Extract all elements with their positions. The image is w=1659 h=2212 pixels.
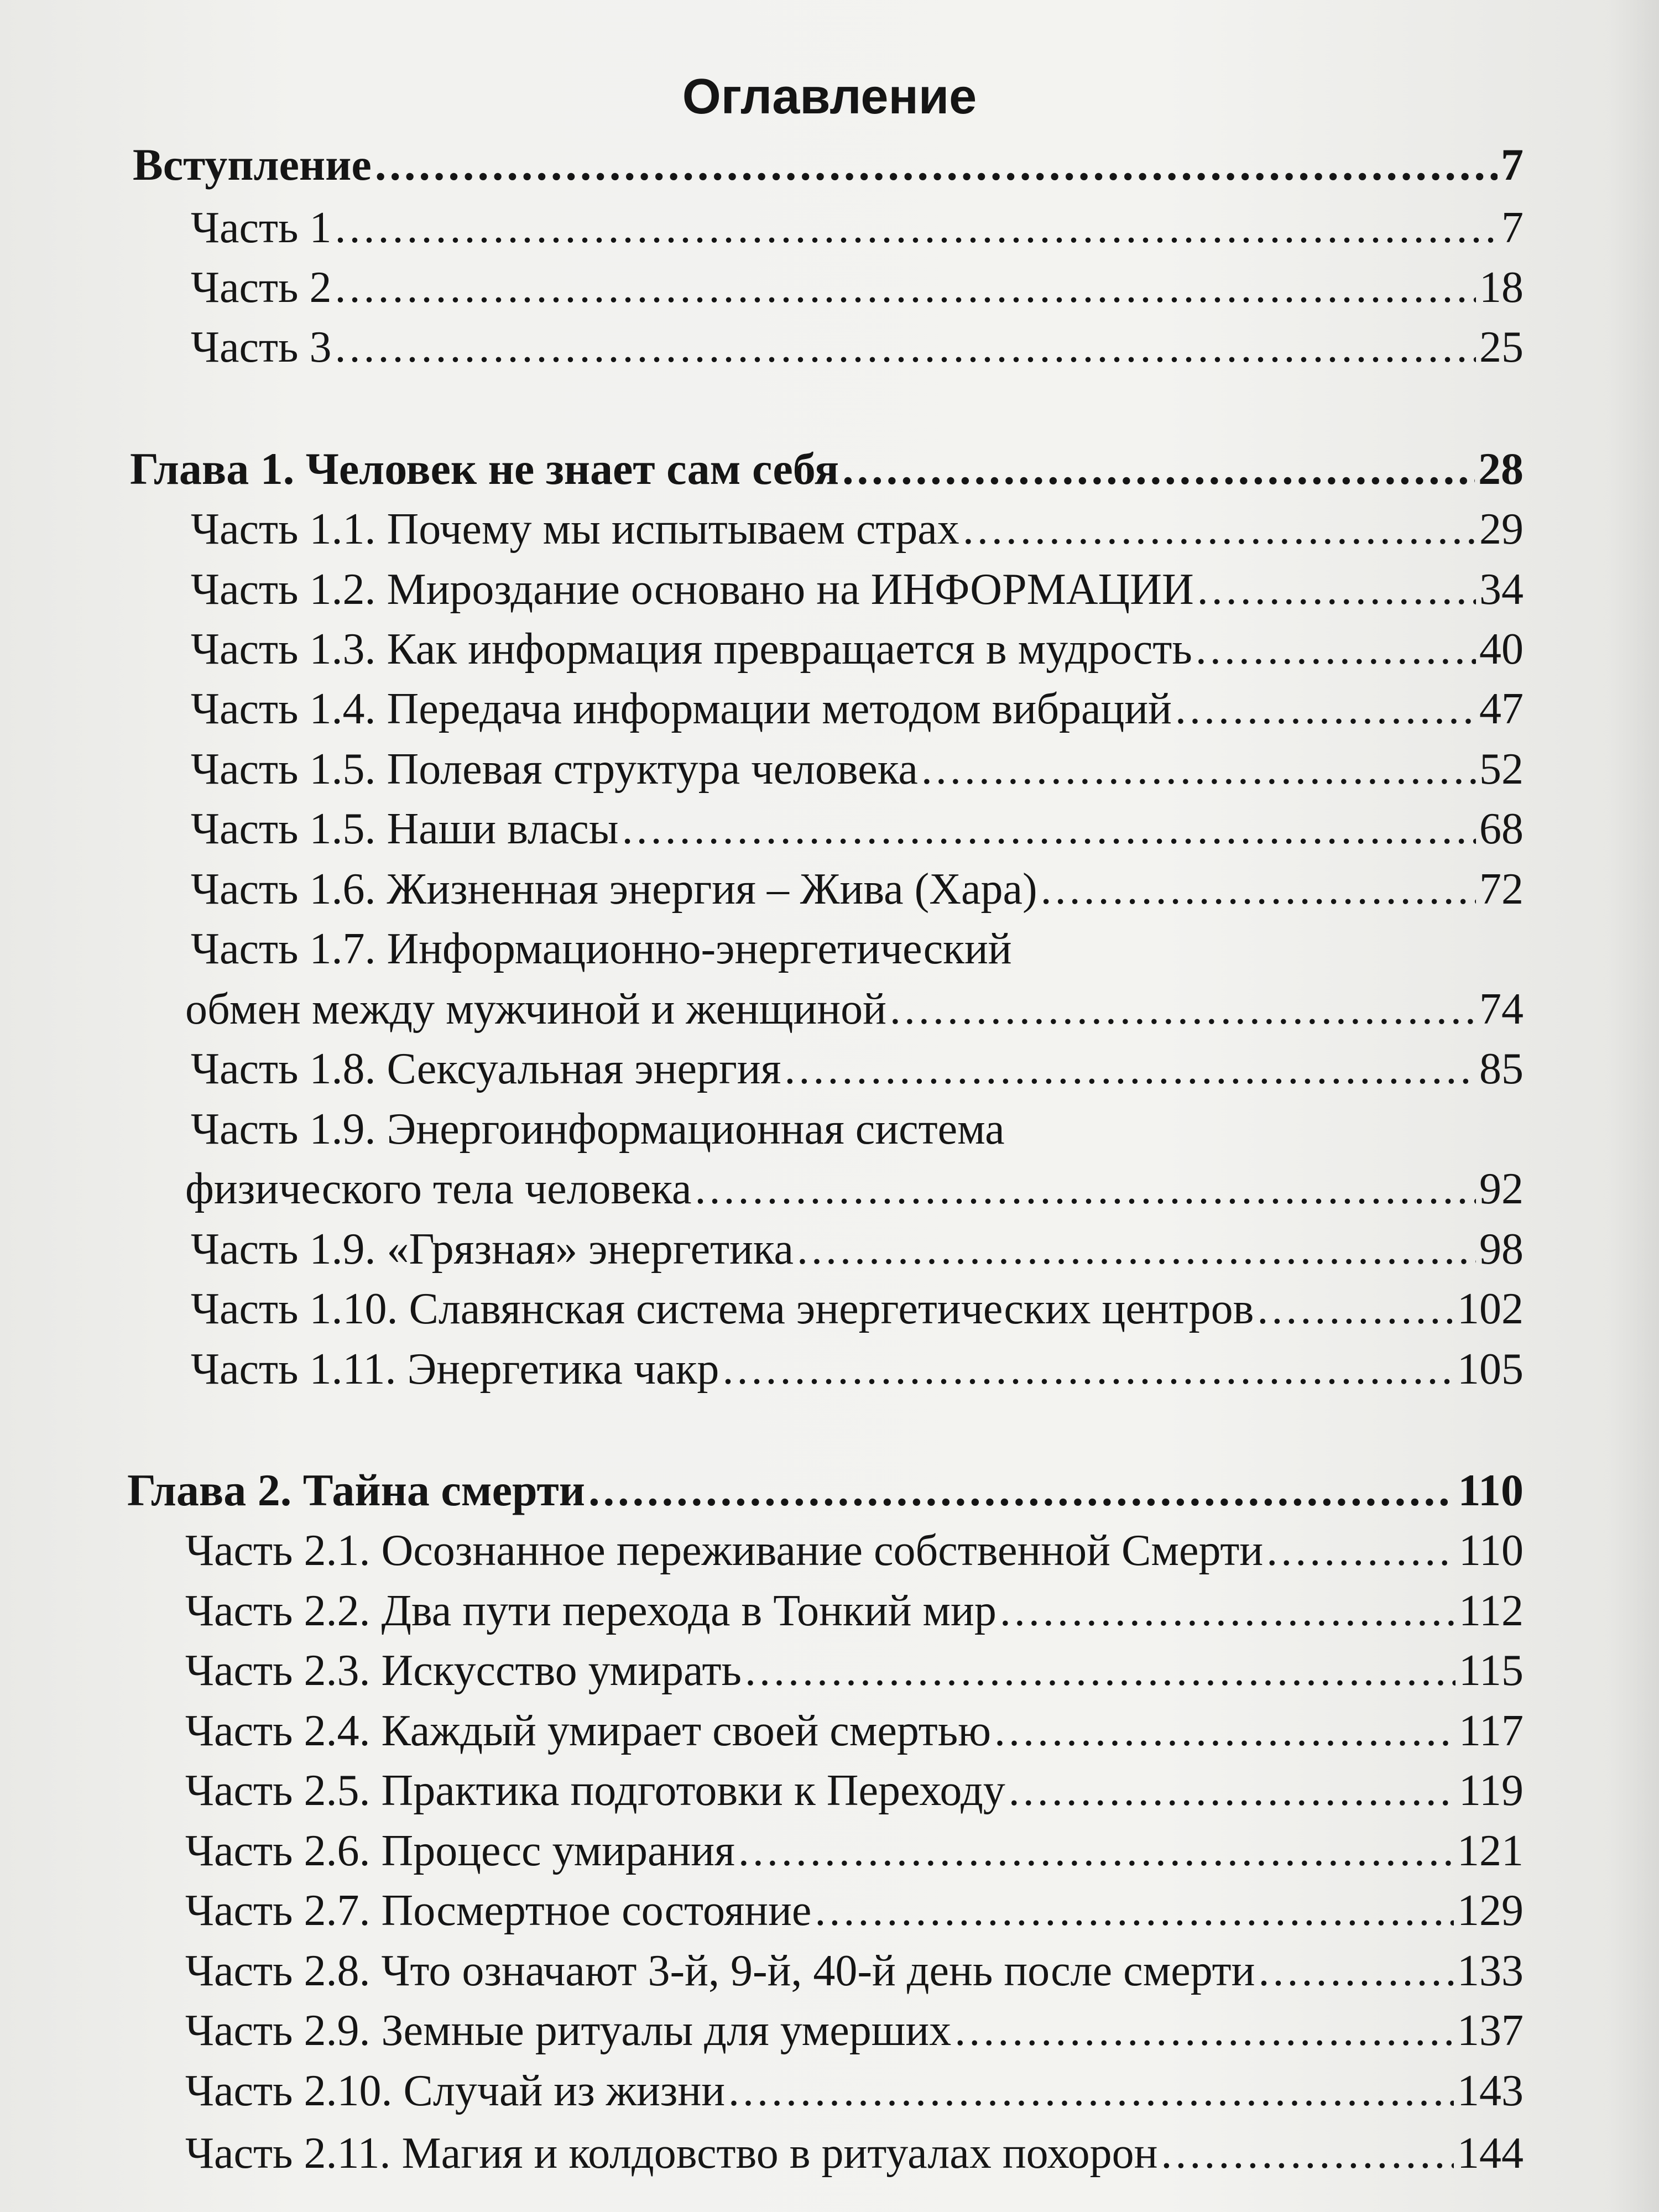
toc-entry-page: 129 [1457,1886,1524,1935]
leader-dots [1266,1526,1455,1576]
toc-entry [191,252,1524,313]
leader-dots [622,804,1476,854]
toc-entry-label: Часть 1.5. Наши власы [191,805,619,853]
toc-entry [191,554,1524,615]
toc-entry-label: Часть 1.7. Информационно-энергетический [191,925,1012,973]
toc-entry-page: 98 [1479,1225,1524,1274]
toc-entry-page: 110 [1458,1526,1524,1575]
toc-entry-page: 105 [1457,1345,1524,1394]
leader-dots [890,984,1476,1035]
toc-entry-page: 74 [1479,985,1524,1034]
toc-entry-page: 143 [1457,2067,1524,2115]
toc-entry-line1 [191,914,1012,974]
toc-entry-page: 52 [1479,745,1524,794]
toc-entry [191,794,1524,854]
toc-entry [191,734,1524,795]
leader-dots [784,1044,1476,1094]
toc-entry [191,1034,1524,1094]
leader-dots [963,504,1476,555]
leader-dots [842,443,1475,495]
toc-entry [191,312,1524,373]
leader-dots [335,203,1498,253]
leader-dots [588,1464,1454,1516]
toc-entry-page: 28 [1478,444,1524,494]
toc-entry-label: Часть 1.6. Жизненная энергия – Жива (Хара) [191,865,1037,914]
leader-dots [375,139,1498,191]
toc-entry-page: 68 [1479,805,1524,853]
toc-entry-page: 121 [1457,1827,1524,1875]
toc-entry-page: 18 [1479,263,1524,312]
toc-entry [191,854,1524,915]
toc-entry-label: Часть 1.5. Полевая структура человека [191,745,918,794]
toc-entry-page: 112 [1458,1587,1524,1635]
toc-entry-label-continued: физического тела человека [185,1165,692,1213]
toc-entry [185,1154,1524,1214]
toc-entry [191,1274,1524,1334]
toc-entry-label: Часть 1.3. Как информация превращается в мудрость [191,625,1192,674]
leader-dots [728,2066,1454,2116]
toc-entry-page: 7 [1501,204,1524,252]
toc-entry-intro [133,130,1524,191]
leader-dots [1196,624,1476,675]
toc-entry-label: Вступление [133,139,372,190]
toc-entry-label: Часть 2.10. Случай из жизни [185,2067,726,2115]
leader-dots [1175,684,1476,734]
toc-entry [185,974,1524,1035]
leader-dots [695,1164,1476,1214]
toc-entry [191,1214,1524,1275]
toc-entry-label: Часть 2 [191,263,332,312]
toc-entry-label: Часть 1.11. Энергетика чакр [191,1345,719,1394]
leader-dots [954,2006,1454,2056]
toc-entry-page: 137 [1457,2006,1524,2055]
toc-entry [191,674,1524,734]
toc-entry-page: 117 [1458,1707,1524,1755]
toc-entry [185,1515,1524,1576]
toc-entry-label: Часть 1.2. Мироздание основано на ИНФОРМАЦИИ [191,565,1194,614]
toc-entry-label: Часть 2.6. Процесс умирания [185,1827,735,1875]
toc-entry-page: 40 [1479,625,1524,674]
toc-entry-label: Часть 2.9. Земные ритуалы для умерших [185,2006,952,2055]
toc-entry [191,1334,1524,1395]
toc-entry-label: Часть 2.8. Что означают 3-й, 9-й, 40-й день после смерти [185,1947,1255,1995]
toc-entry [185,1995,1524,2056]
toc-entry [185,1875,1524,1936]
toc-entry-label: Часть 2.1. Осознанное переживание собственной Смерти [185,1526,1264,1575]
leader-dots [815,1886,1454,1936]
toc-entry-label: Часть 1.8. Сексуальная энергия [191,1045,781,1093]
leader-dots [797,1224,1476,1275]
toc-entry-label: Часть 2.11. Магия и колдовство в ритуалах похорон [185,2129,1158,2178]
toc-entry-page: 72 [1479,865,1524,914]
toc-entry-label: Часть 1.10. Славянская система энергетических центров [191,1285,1254,1333]
toc-entry-label: Часть 2.5. Практика подготовки к Переходу [185,1766,1005,1815]
toc-entry [191,192,1524,253]
toc-entry-page: 34 [1479,565,1524,614]
toc-entry-label: Часть 2.7. Посмертное состояние [185,1886,812,1935]
toc-entry-page: 29 [1479,505,1524,554]
leader-dots [1258,1946,1454,1996]
toc-entry-label: Часть 1.9. Энергоинформационная система [191,1105,1005,1154]
toc-entry-page: 102 [1457,1285,1524,1333]
toc-entry-label: Глава 1. Человек не знает сам себя [130,444,839,494]
toc-entry [185,1936,1524,1996]
leader-dots [1009,1766,1455,1816]
toc-entry [185,1755,1524,1816]
toc-chapter-1 [130,434,1524,495]
toc-entry-page: 144 [1457,2129,1524,2178]
toc-entry-label: Часть 2.2. Два пути перехода в Тонкий мир [185,1587,997,1635]
toc-entry-label: Часть 1.1. Почему мы испытываем страх [191,505,959,554]
leader-dots [745,1646,1455,1696]
toc-entry [185,2056,1524,2116]
leader-dots [1161,2128,1454,2179]
leader-dots [722,1344,1454,1395]
toc-entry-label: Часть 1 [191,204,332,252]
toc-entry-label: Часть 1.9. «Грязная» энергетика [191,1225,794,1274]
toc-entry-label: Глава 2. Тайна смерти [127,1465,586,1515]
leader-dots [1000,1586,1455,1636]
toc-entry-page: 92 [1479,1165,1524,1213]
leader-dots [1041,864,1476,915]
toc-entry [185,1635,1524,1696]
toc-entry [185,1815,1524,1876]
toc-entry-page: 25 [1479,323,1524,372]
leader-dots [335,322,1476,373]
leader-dots [1197,565,1476,615]
leader-dots [921,744,1476,795]
leader-dots [1257,1284,1454,1334]
toc-entry-label: Часть 2.4. Каждый умирает своей смертью [185,1707,991,1755]
toc-entry-line1 [191,1094,1005,1155]
toc-entry-page: 110 [1458,1465,1524,1515]
toc-entry-label: Часть 1.4. Передача информации методом вибраций [191,685,1172,733]
toc-entry [185,2118,1524,2179]
toc-entry-label-continued: обмен между мужчиной и женщиной [185,985,886,1034]
leader-dots [335,263,1476,313]
toc-entry-page: 47 [1479,685,1524,733]
toc-entry-label: Часть 3 [191,323,332,372]
toc-entry [191,614,1524,675]
toc-entry-page: 115 [1458,1646,1524,1695]
page-title: Оглавление [682,69,977,124]
toc-entry [191,494,1524,555]
toc-entry-page: 85 [1479,1045,1524,1093]
toc-entry-label: Часть 2.3. Искусство умирать [185,1646,742,1695]
toc-entry-page: 133 [1457,1947,1524,1995]
toc-entry-page: 119 [1458,1766,1524,1815]
leader-dots [994,1706,1455,1756]
toc-entry-page: 7 [1501,139,1524,190]
toc-entry [185,1575,1524,1636]
toc-entry [185,1695,1524,1756]
toc-chapter-2 [127,1455,1524,1516]
leader-dots [738,1826,1454,1876]
